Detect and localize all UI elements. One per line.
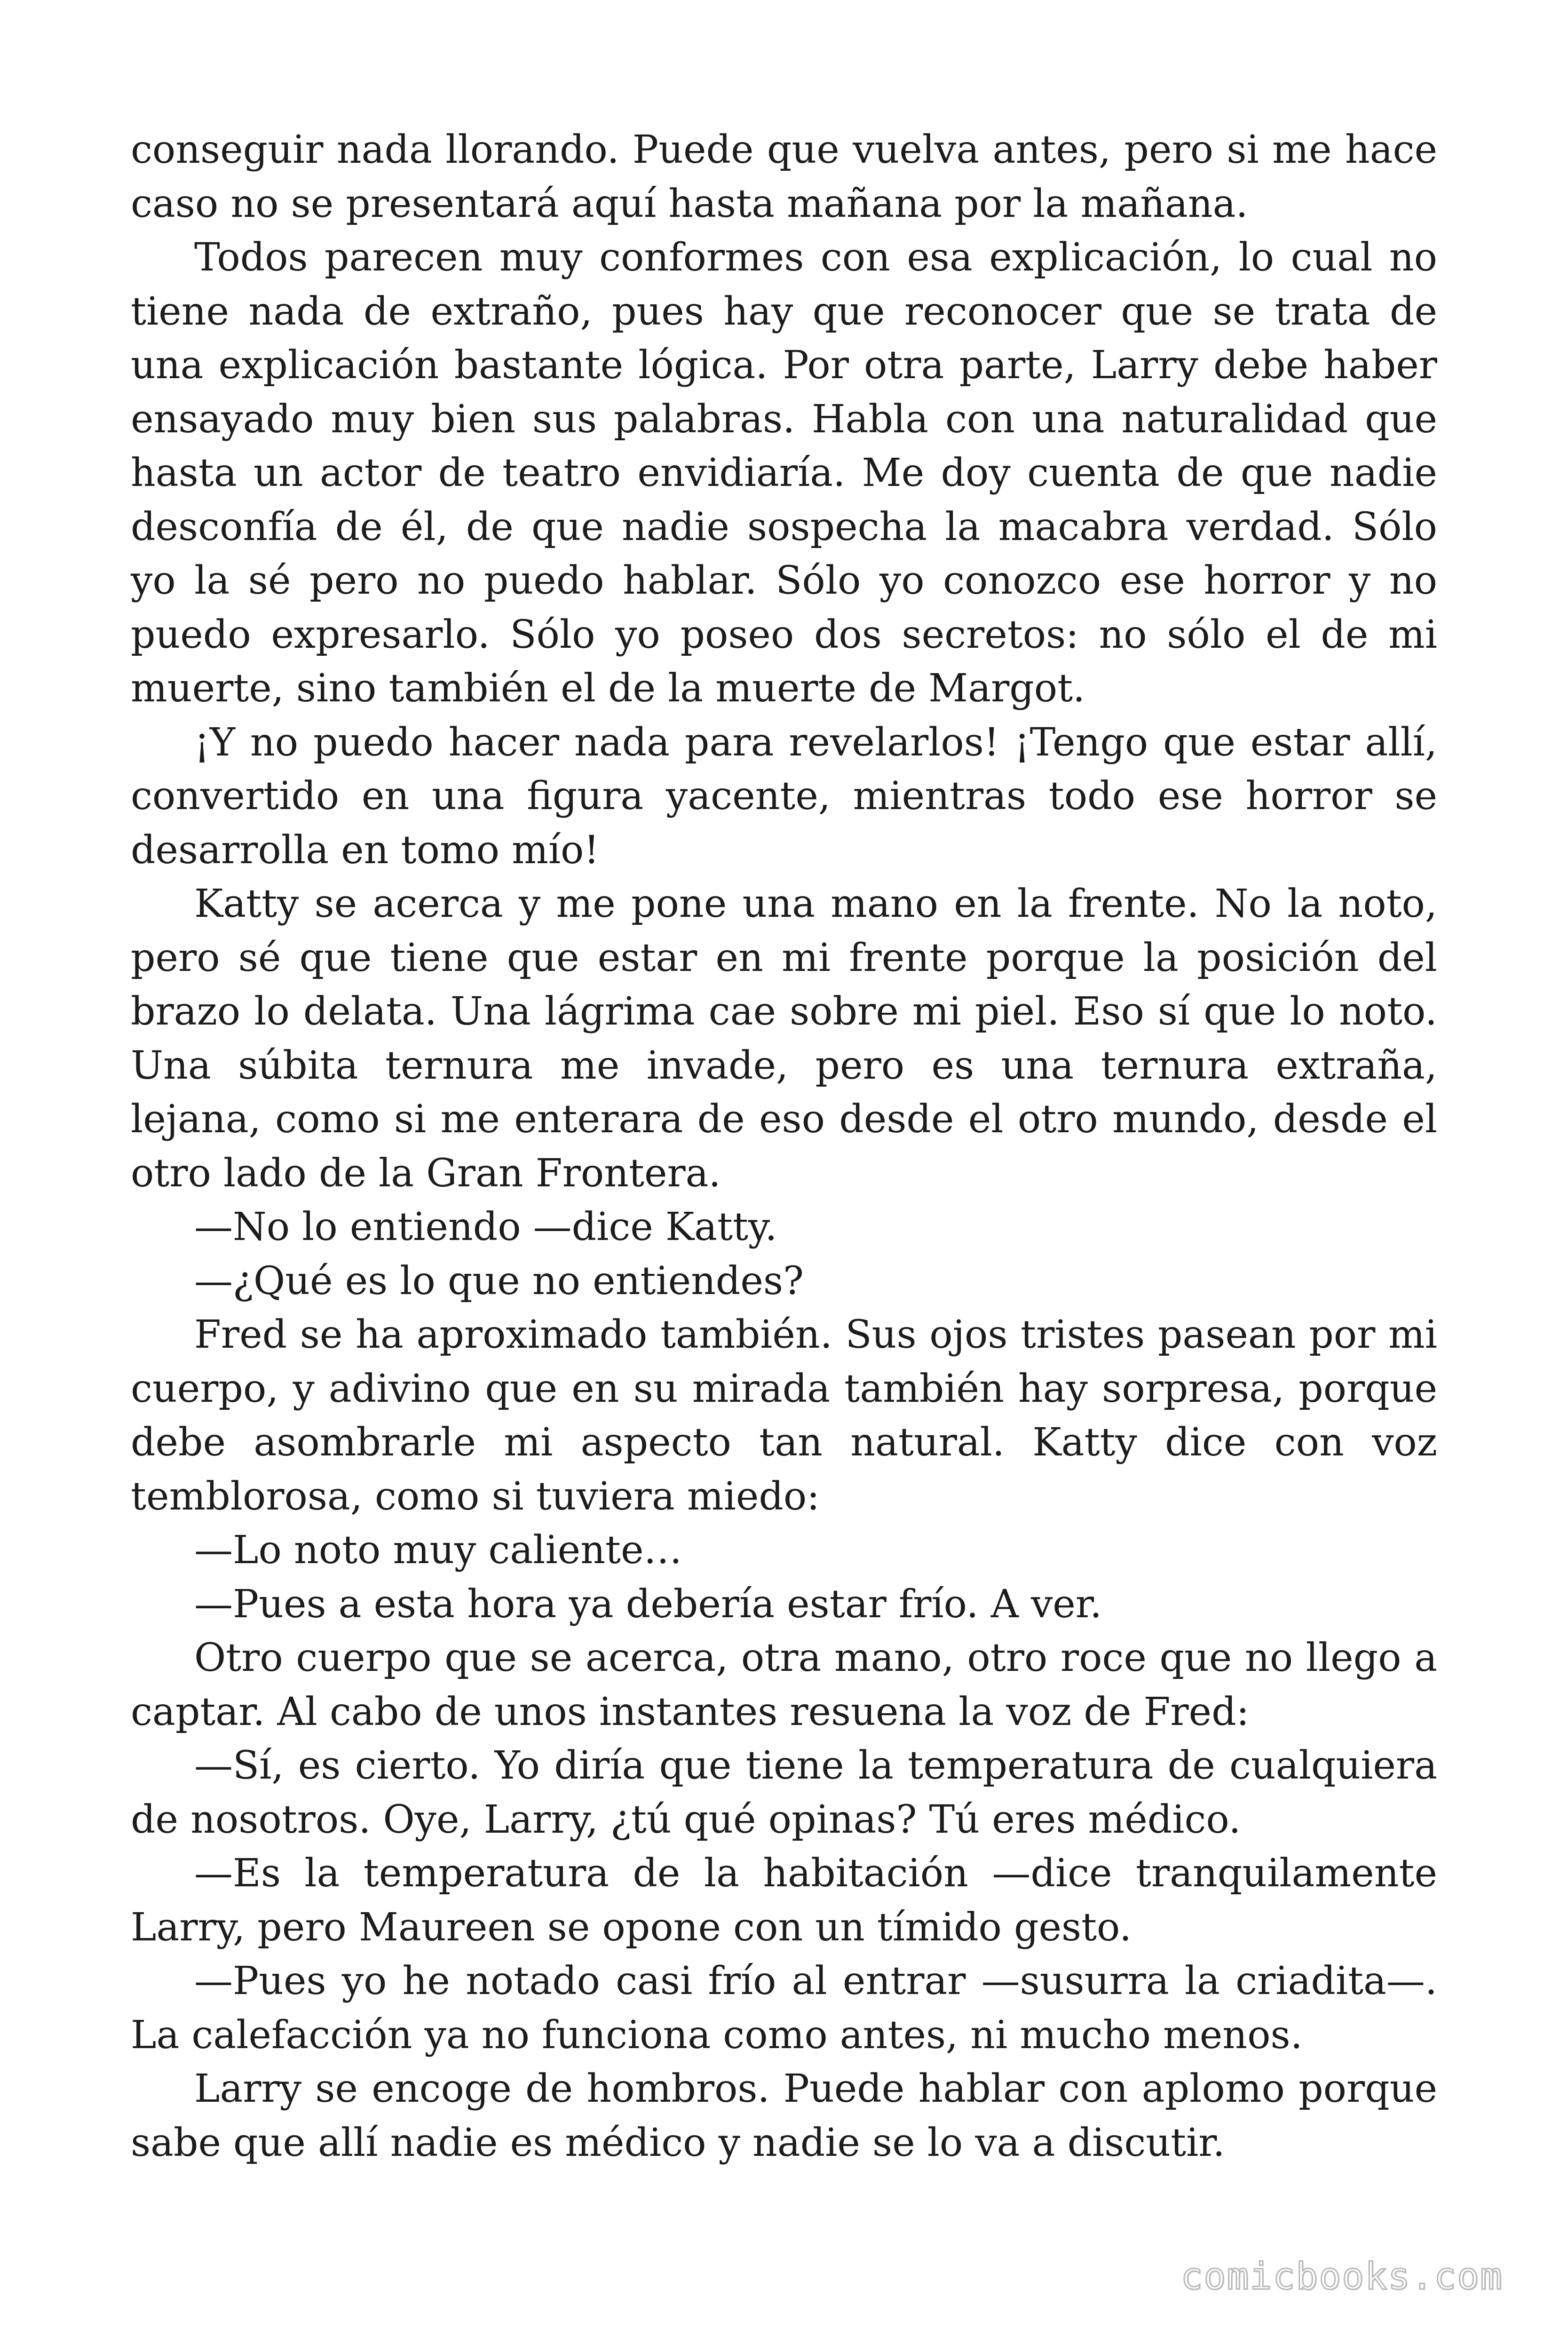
watermark-logo: comicbooks.com (1180, 2256, 1503, 2298)
dialogue-line: —Es la temperatura de la habitación —dice tranquilamente Larry, pero Maureen se opone con un tímido gesto. (131, 1851, 1437, 1950)
dialogue-line: —Sí, es cierto. Yo diría que tiene la temperatura de cualquiera de nosotros. Oye, Larry, ¿tú qué opinas? Tú eres médico. (131, 1743, 1437, 1842)
dialogue-line: —¿Qué es lo que no entiendes? (194, 1258, 804, 1303)
paragraph: Todos parecen muy conformes con esa explicación, lo cual no tiene nada de extraño, pues hay que reconocer que se trata de una explicación bastante lógica. Por otra parte, Larry debe haber ensayado muy bien sus palabras. Habla con una naturalidad que hasta un actor de teatro envidiaría. Me doy cuenta de que nadie desconfía de él, de que nadie sospecha la macabra verdad. Sólo yo la sé pero no puedo hablar. Sólo yo conozco ese horror y no puedo expresarlo. Sólo yo poseo dos secretos: no sólo el de mi muerte, sino también el de la muerte de Margot. (131, 235, 1437, 711)
paragraph: conseguir nada llorando. Puede que vuelva antes, pero si me hace caso no se presentará aquí hasta mañana por la mañana. (131, 127, 1437, 226)
dialogue-line: —Pues a esta hora ya debería estar frío. A ver. (194, 1581, 1102, 1627)
dialogue-line: —No lo entiendo —dice Katty. (194, 1205, 777, 1249)
paragraph: Otro cuerpo que se acerca, otra mano, otro roce que no llego a captar. Al cabo de unos instantes resuena la voz de Fred: (131, 1636, 1437, 1734)
paragraph: Fred se ha aproximado también. Sus ojos tristes pasean por mi cuerpo, y adivino que en su mirada también hay sorpresa, porque debe asombrarle mi aspecto tan natural. Katty dice con voz temblorosa, como si tuviera miedo: (131, 1312, 1437, 1519)
dialogue-line: —Lo noto muy caliente… (194, 1528, 682, 1573)
dialogue-line: —Pues yo he notado casi frío al entrar —susurra la criadita—. La calefacción ya no funciona como antes, ni mucho menos. (131, 1959, 1437, 2058)
paragraph: Katty se acerca y me pone una mano en la frente. No la noto, pero sé que tiene que estar en mi frente porque la posición del brazo lo delata. Una lágrima cae sobre mi piel. Eso sí que lo noto. Una súbita ternura me invade, pero es una ternura extraña, lejana, como si me enterara de eso desde el otro mundo, desde el otro lado de la Gran Frontera. (131, 882, 1437, 1196)
body-text (131, 123, 1437, 2170)
paragraph: ¡Y no puedo hacer nada para revelarlos! ¡Tengo que estar allí, convertido en una figura yacente, mientras todo ese horror se desarrolla en tomo mío! (131, 720, 1437, 873)
paragraph: Larry se encoge de hombros. Puede hablar con aplomo porque sabe que allí nadie es médico y nadie se lo va a discutir. (131, 2066, 1437, 2165)
